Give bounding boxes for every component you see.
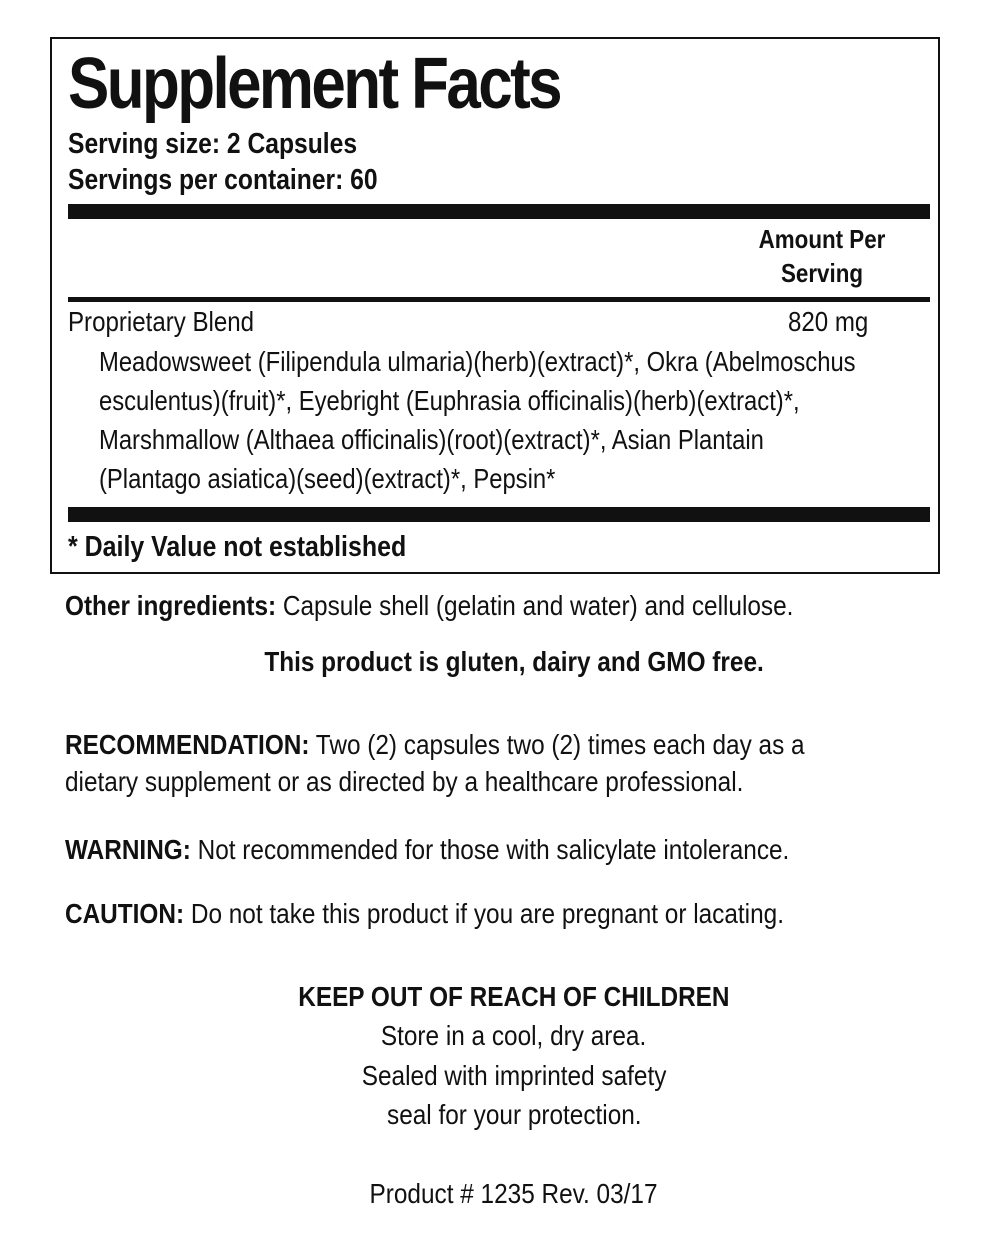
caution-text: Do not take this product if you are pregnant or lacating. (184, 898, 784, 929)
thick-divider-bottom (68, 507, 930, 522)
product-number: Product # 1235 Rev. 03/17 (369, 1178, 658, 1209)
other-ingredients-text: Capsule shell (gelatin and water) and cellulose. (276, 590, 794, 621)
serving-size: Serving size: 2 Capsules (68, 128, 358, 160)
warning-text: Not recommended for those with salicylate intolerance. (190, 834, 790, 865)
recommendation-label: RECOMMENDATION: (65, 729, 310, 760)
daily-value-note: * Daily Value not established (68, 531, 407, 563)
storage-heading-row (0, 979, 996, 1015)
other-ingredients-label: Other ingredients: (65, 590, 277, 621)
storage-line2-row (0, 1058, 996, 1094)
blend-ingredient-line: Meadowsweet (Filipendula ulmaria)(herb)(extract)*, Okra (Abelmoschus (99, 346, 856, 377)
recommendation-line2: dietary supplement or as directed by a healthcare professional. (65, 766, 744, 797)
caution-label: CAUTION: (65, 898, 185, 929)
caution (65, 896, 784, 932)
warning-label: WARNING: (65, 834, 191, 865)
amount-header-line1: Amount Per (758, 224, 886, 254)
amount-per-serving-header (712, 222, 932, 290)
facts-title: Supplement Facts (68, 44, 561, 124)
storage-line3: seal for your protection. (386, 1099, 642, 1130)
proprietary-blend-name: Proprietary Blend (68, 306, 255, 337)
storage-line1-row (0, 1018, 996, 1054)
supplement-facts-panel (50, 37, 940, 574)
free-statement-row (0, 644, 996, 680)
product-number-row (0, 1176, 996, 1212)
recommendation (65, 727, 805, 763)
thick-divider-top (68, 204, 930, 219)
free-statement: This product is gluten, dairy and GMO free. (264, 646, 764, 677)
amount-header-line2: Serving (780, 258, 864, 288)
storage-line1: Store in a cool, dry area. (381, 1020, 647, 1051)
servings-per-container: Servings per container: 60 (68, 164, 378, 196)
keep-out-of-reach-heading: KEEP OUT OF REACH OF CHILDREN (298, 981, 730, 1012)
proprietary-blend-amount: 820 mg (788, 306, 869, 337)
blend-ingredient-line: (Plantago asiatica)(seed)(extract)*, Pepsin* (99, 463, 556, 494)
other-ingredients (65, 588, 793, 624)
recommendation-text-line1: Two (2) capsules two (2) times each day as a (309, 729, 805, 760)
warning (65, 832, 789, 868)
storage-line3-row (0, 1097, 996, 1133)
blend-ingredient-line: esculentus)(fruit)*, Eyebright (Euphrasia officinalis)(herb)(extract)*, (99, 385, 800, 416)
blend-ingredient-line: Marshmallow (Althaea officinalis)(root)(extract)*, Asian Plantain (99, 424, 764, 455)
storage-line2: Sealed with imprinted safety (361, 1060, 667, 1091)
medium-divider (68, 297, 930, 302)
